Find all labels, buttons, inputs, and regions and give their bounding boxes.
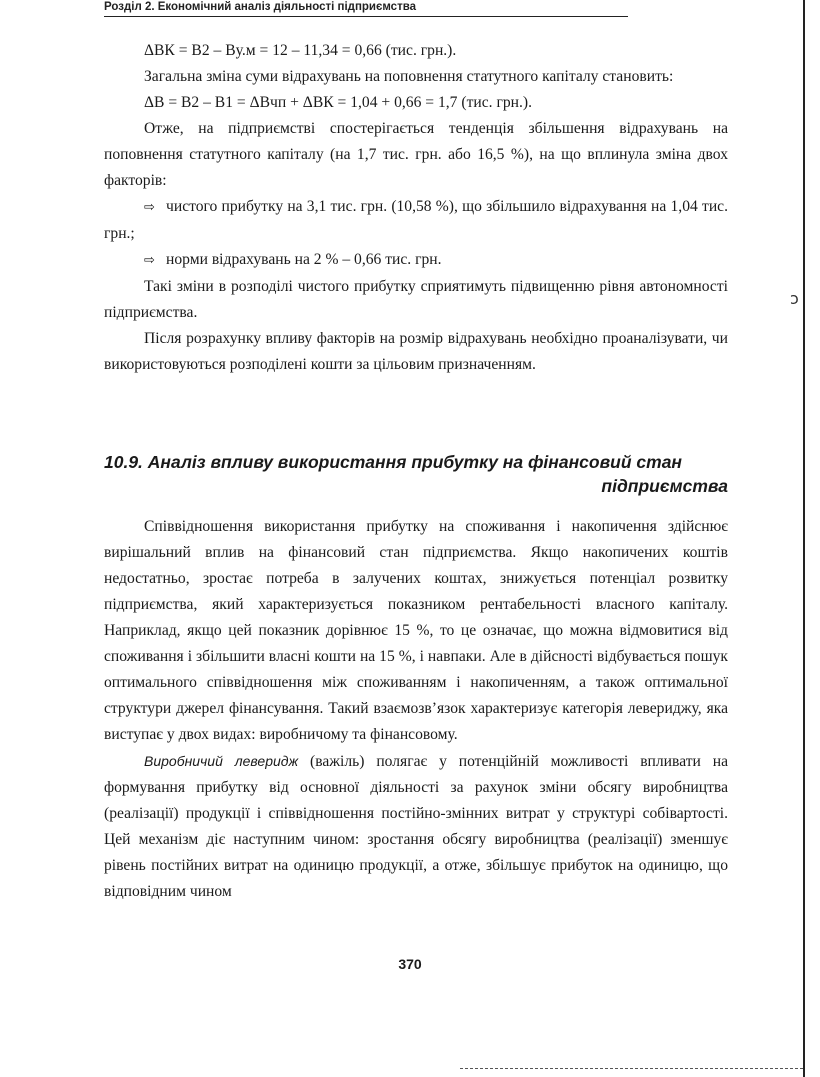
arrow-right-outline-icon: ⇨	[144, 200, 155, 215]
paragraph-operating-leverage	[104, 748, 728, 905]
page-edge-mark: ↄ	[790, 289, 799, 308]
arrow-right-outline-icon: ⇨	[144, 253, 155, 268]
running-header: Розділ 2. Економічний аналіз діяльності підприємства	[104, 1, 417, 13]
list-item	[104, 194, 728, 247]
bottom-text-block	[104, 514, 728, 905]
top-text-block	[104, 38, 728, 378]
section-heading	[104, 450, 728, 498]
page-number: 370	[398, 956, 422, 972]
paragraph-profit-ratio: Співвідношення використання прибутку на споживання і накопичення здійснює вирішальний вплив на фінансовий стан підприємства. Якщо накопичених коштів недостатньо, зростає потреба в залучених коштах, знижується потенціал розвитку підприємства, який характеризується показником рентабельності власного капіталу. Наприклад, якщо цей показник дорівнює 15 %, то це означає, що можна відмовитися від споживання і збільшити власні кошти на 15 %, і навпаки. Але в дійсності відбувається пошук оптимального співвідношення між споживанням і накопиченням, а також оптимальної структури джерел фінансування. Такий взаємозв’язок характеризує категорія левериджу, яка виступає у двох видах: виробничому та фінансовому.	[104, 518, 728, 743]
header-rule	[104, 16, 628, 17]
section-heading-line-1: 10.9. Аналіз впливу використання прибутку на фінансовий стан	[104, 452, 682, 472]
paragraph-after-calculation: Після розрахунку впливу факторів на розмір відрахувань необхідно проаналізувати, чи використовуються розподілені кошти за цільовим призначенням.	[104, 330, 728, 373]
paragraph-operating-leverage-text: (важіль) полягає у потенційній можливості впливати на формування прибутку від основної діяльності за рахунок зміни обсягу виробництва (реалізації) продукції і співвідношення постійно-змінних витрат у структурі собівартості. Цей механізм діє наступним чином: зростання обсягу виробництва (реалізації) зменшує рівень постійних витрат на одиницю продукції, а отже, збільшує прибуток на одиницю, що відповідним чином	[104, 753, 728, 900]
bullet-text-net-profit: чистого прибутку на 3,1 тис. грн. (10,58 %), що збільшило відрахування на 1,04 тис. грн.;	[104, 198, 728, 242]
section-heading-line-2: підприємства	[601, 476, 728, 496]
formula-delta-b: ΔB = B2 – B1 = ΔBчп + ΔBК = 1,04 + 0,66 = 1,7 (тис. грн.).	[144, 94, 532, 111]
paragraph-autonomy: Такі зміни в розподілі чистого прибутку сприятимуть підвищенню рівня автономності підприємства.	[104, 278, 728, 321]
formula-delta-bk: ΔBК = B2 – Bу.м = 12 – 11,34 = 0,66 (тис. грн.).	[144, 42, 457, 59]
bullet-text-rate: норми відрахувань на 2 % – 0,66 тис. грн.	[166, 251, 442, 268]
paragraph-trend: Отже, на підприємстві спостерігається тенденція збільшення відрахувань на поповнення статутного капіталу (на 1,7 тис. грн. або 16,5 %), на що вплинула зміна двох факторів:	[104, 120, 728, 189]
term-operating-leverage: Виробничий леверидж	[144, 753, 299, 769]
paragraph-total-change: Загальна зміна суми відрахувань на поповнення статутного капіталу становить:	[144, 68, 674, 85]
page-bottom-edge	[460, 1068, 803, 1069]
page-edge-line	[803, 0, 805, 1077]
list-item	[104, 247, 728, 274]
